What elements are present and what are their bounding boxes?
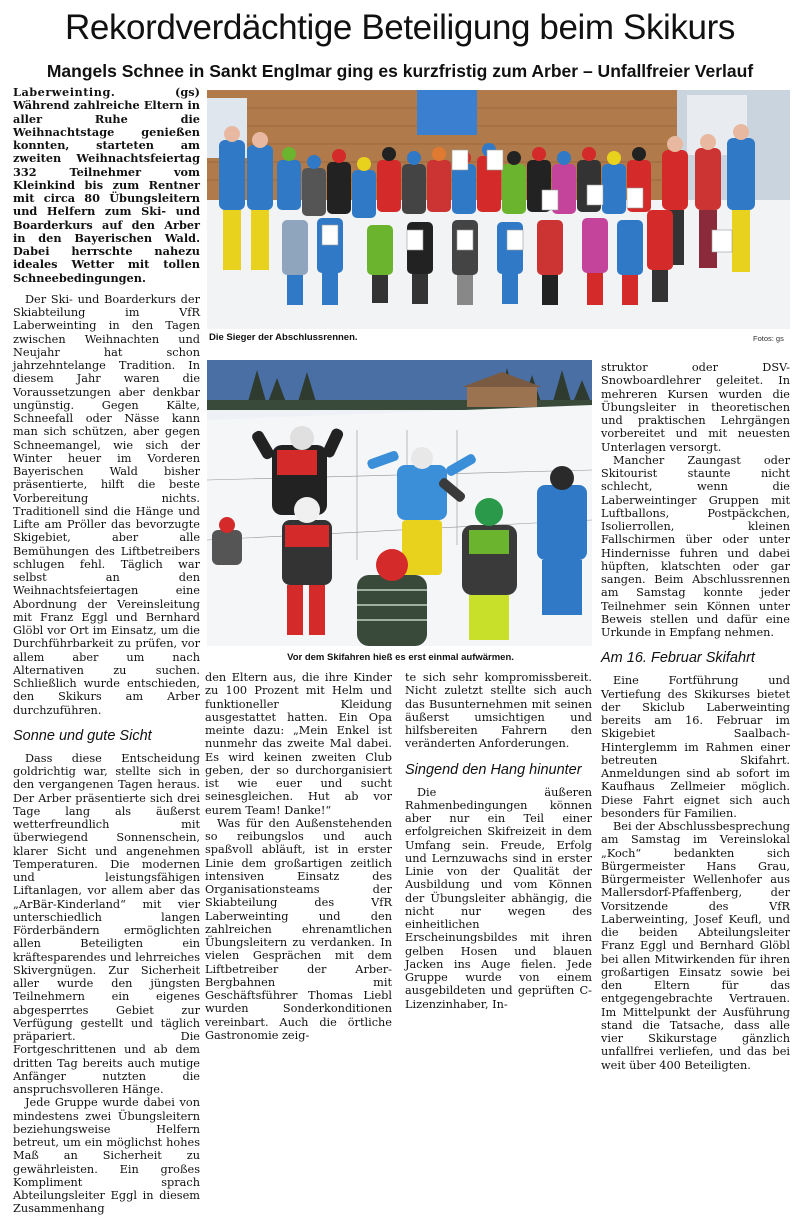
subheadline: Mangels Schnee in Sankt Englmar ging es kurzfristig zum Arber – Unfallfreier Verlauf [46,61,754,81]
section-heading: Am 16. Februar Skifahrt [601,650,755,667]
author-tag: (gs) [175,85,200,99]
body-paragraph: struktor oder DSV-Snowboardlehrer geleitet. In mehreren Kursen wurden die Übungsleiter in theoretischen und praktischen Lehrgängen vorbereitet und mit neuesten Unterlagen versorgt. [601,361,790,454]
group-photo-caption: Die Sieger der Abschlussrennen. [209,332,358,343]
body-paragraph: Mancher Zaungast oder Skitourist staunte nicht schlecht, wenn die Laberweintinger Gruppen mit Luftballons, Postpäckchen, Isolierrollen, kleinen Fallschirmen über oder unter Hindernisse fuhren und dabei hüpften, klatschten oder gar sangen. Beim Abschlussrennen am Samstag konnte jeder Teilnehmer sein Können unter Beweis stellen und dafür eine Urkunde in Empfang nehmen. [601,453,790,639]
body-paragraph: te sich sehr kompromissbereit. Nicht zuletzt stellte sich auch das Busunternehmen mit seinen äußerst umsichtigen und hilfsbereiten Fahrern den veränderten Anforderungen. [405,671,592,751]
group-photo [207,90,790,329]
body-paragraph: Eine Fortführung und Vertiefung des Skikurses bietet der Skiclub Laberweinting bereits am 16. Februar im Skigebiet Saalbach-Hinterglemm im Rahmen einer betreuten Skifahrt. Anmeldungen sind ab sofort im Kaufhaus Zellmeier möglich. Diese Fahrt eignet sich auch besonders für Familien. [601,674,790,820]
headline: Rekordverdächtige Beteiligung beim Skikurs [65,8,735,47]
warmup-photo [207,360,592,646]
photo-credit: Fotos: gs [753,334,784,343]
body-paragraph: Der Ski- und Boarderkurs der Skiabteilung im VfR Laberweinting in den Tagen zwischen Weihnachten und Neujahr hat schon jahrzehntelange Tradition. In diesem Jahr waren die Voraussetzungen aber denkbar ungünstig. Gegen Kälte, Schneefall oder Nässe kann man sich schützen, aber gegen Schneemangel, wie sich der Winter heuer im Vorderen Bayerischen Wald bisher präsentierte, hilft die beste Vorbereitung nichts. Traditionell sind die Hänge und Lifte am Pröller das bevorzugte Skigebiet, aber alle Bemühungen des Liftbetreibers schlugen fehl. Täglich war selbst an den Weihnachtsfeiertagen eine Abordnung der Vereinsleitung mit Franz Eggl und Bernhard Glöbl vor Ort im Einsatz, um die Durchführbarkeit zu prüfen, vor allem aber um nach Alternativen zu suchen. Schließlich wurde entschieden, den Skikurs am Arber durchzuführen. [13,292,200,717]
column-4 [601,361,790,1072]
body-paragraph: den Eltern aus, die ihre Kinder zu 100 Prozent mit Helm und funktioneller Kleidung ausgestattet hatten. Ein Opa meinte dazu: „Mein Enkel ist nunmehr das zweite Mal dabei. Es wird keinen zweiten Club geben, der so durchorganisiert ist wie euer und sucht seinesgleichen. Hut ab vor eurem Team! Danke!“ [205,671,392,817]
body-paragraph: Bei der Abschlussbesprechung am Samstag im Vereinslokal „Koch“ bedankten sich Bürgermeister Hans Grau, Bürgermeister Wellenhofer aus Mallersdorf-Pfaffenberg, der Vorsitzende des VfR Laberweinting, Josef Keufl, und die beiden Abteilungsleiter Franz Eggl und Bernhard Glöbl bei allen Mitwirkenden für ihren großartigen Einsatz sowie bei den Eltern für das entgegengebrachte Vertrauen. Im Mittelpunkt der Ausführung stand die Tatsache, dass alle vier Skikurstage gänzlich unfallfrei verliefen, und das bei weit über 400 Beteiligten. [601,820,790,1072]
group-photo-image [207,90,790,329]
column-2 [205,671,392,1042]
body-paragraph: Jede Gruppe wurde dabei von mindestens zwei Übungsleitern beziehungsweise Helfern betreut, um ein möglichst hohes Maß an Sicherheit zu gewährleisten. Ein großes Kompliment sprach Abteilungsleiter Eggl in diesem Zusammenhang [13,1096,200,1216]
column-1 [13,86,200,1216]
lead-text: Während zahlreiche Eltern in aller Ruhe die Weihnachtstage genießen konnten, starteten am zweiten Weihnachtsfeiertag 332 Teilnehmer vom Kleinkind bis zum Rentner mit circa 80 Übungsleitern und Helfern zum Ski- und Boarderkurs auf den Arber in den Bayerischen Wald. Dabei herrschte nahezu ideales Wetter mit tollen Schneebedingungen. [13,98,200,285]
column-3 [405,671,592,1011]
warmup-photo-image [207,360,592,646]
dateline: Laberweinting. [13,85,116,99]
body-paragraph: Dass diese Entscheidung goldrichtig war, stellte sich in den vergangenen Tagen heraus. Der Arber präsentierte sich drei Tage lang als äußerst wetterfreundlich mit überwiegend Sonnenschein, klarer Sicht und angenehmen Temperaturen. Die modernen und leistungsfähigen Liftanlagen, vor allem aber das „ArBär-Kinderland“ mit vier unterschiedlich langen Förderbändern ermöglichten allen Beteiligten ein kräftesparendes und lehrreiches Skivergnügen. Zur Sicherheit aller wurde den jüngsten Teilnehmern ein eigenes abgesperrtes Gebiet zur Verfügung gestellt und täglich präpariert. Die Fortgeschrittenen und ab dem dritten Tag bereits auch mutige Anfänger nutzten die anspruchsvolleren Hänge. [13,751,200,1096]
body-paragraph: Was für den Außenstehenden so reibungslos und auch spaßvoll abläuft, ist in erster Linie dem großartigen zeitlich intensiven Einsatz des Organisationsteams der Skiabteilung des VfR Laberweinting und den zahlreichen ehrenamtlichen Übungsleitern zu verdanken. In vielen Gesprächen mit dem Liftbetreiber der Arber-Bergbahnen mit Geschäftsführer Thomas Liebl wurden Sonderkonditionen vereinbart. Auch die örtliche Gastronomie zeig- [205,816,392,1042]
section-heading: Sonne und gute Sicht [13,727,152,744]
warmup-photo-caption: Vor dem Skifahren hieß es erst einmal aufwärmen. [287,652,514,663]
section-heading: Singend den Hang hinunter [405,761,582,778]
body-paragraph: Die äußeren Rahmenbedingungen können aber nur ein Teil einer erfolgreichen Skifreizeit in dem Umfang sein. Freude, Erfolg und Lernzuwachs sind in erster Linie von der Qualität der Ausbildung und vom Können der Übungsleiter abhängig, die nicht nur wegen des einheitlichen Erscheinungsbildes mit ihren gelben Hosen und blauen Jacken ins Auge fielen. Jede Gruppe wurde von einem ausgebildeten und geprüften C-Lizenzinhaber, In- [405,785,592,1011]
lead-paragraph [13,86,200,285]
